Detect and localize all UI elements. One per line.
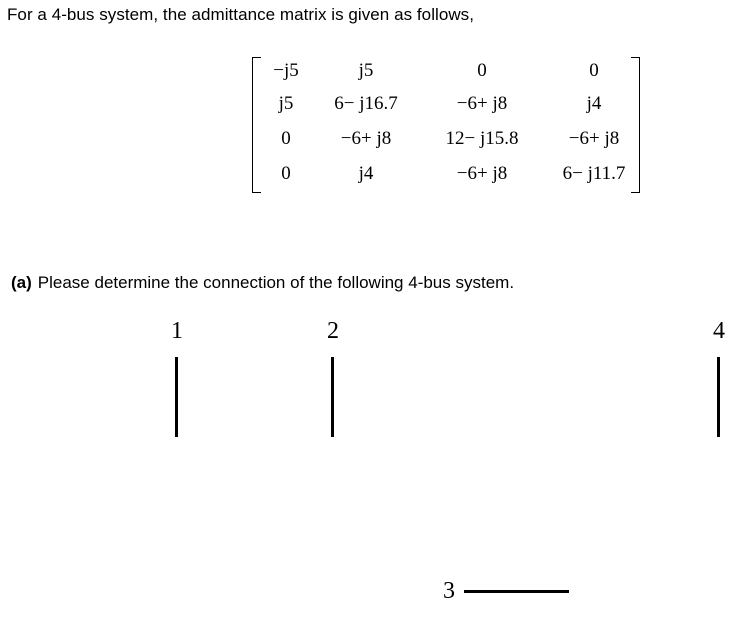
matrix-cell-1-1: −j5 — [273, 60, 299, 81]
matrix-cell-1-3: 0 — [477, 60, 487, 81]
question-a — [11, 273, 514, 293]
matrix-cell-3-3: 12− j15.8 — [445, 128, 519, 149]
matrix-cell-4-2: j4 — [358, 163, 374, 184]
matrix-cell-3-4: −6+ j8 — [568, 128, 620, 149]
bus-3-bar — [464, 590, 569, 593]
matrix-cell-1-4: 0 — [589, 60, 599, 81]
matrix-cell-4-4: 6− j11.7 — [562, 163, 626, 184]
matrix-cell-3-2: −6+ j8 — [340, 128, 392, 149]
bus-4-bar — [717, 357, 720, 437]
matrix-cell-1-2: j5 — [358, 60, 374, 81]
matrix-left-bracket — [252, 57, 261, 193]
bus-3-label: 3 — [443, 578, 455, 604]
problem-intro: For a 4-bus system, the admittance matrix is given as follows, — [7, 5, 474, 24]
question-text: Please determine the connection of the following 4-bus system. — [37, 273, 515, 292]
question-tag: (a) — [11, 273, 32, 292]
bus-1-label: 1 — [171, 318, 183, 344]
matrix-cell-2-1: j5 — [278, 93, 294, 114]
matrix-cell-2-3: −6+ j8 — [456, 93, 508, 114]
matrix-cell-3-1: 0 — [281, 128, 291, 149]
bus-2-label: 2 — [327, 318, 339, 344]
matrix-cell-4-1: 0 — [281, 163, 291, 184]
matrix-right-bracket — [631, 57, 640, 193]
matrix-cell-2-2: 6− j16.7 — [334, 93, 398, 114]
matrix-cell-2-4: j4 — [586, 93, 602, 114]
bus-1-bar — [175, 357, 178, 437]
bus-4-label: 4 — [713, 318, 725, 344]
admittance-matrix — [252, 55, 640, 193]
matrix-cell-4-3: −6+ j8 — [456, 163, 508, 184]
bus-2-bar — [331, 357, 334, 437]
